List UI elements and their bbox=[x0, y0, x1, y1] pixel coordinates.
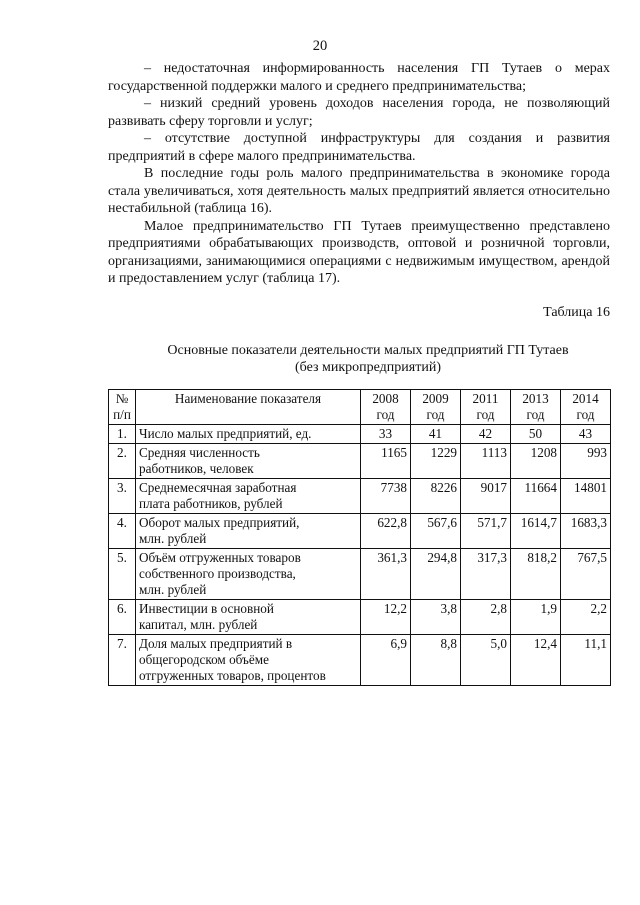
indicators-table bbox=[108, 389, 611, 686]
indicator-value: 6,9 bbox=[361, 635, 411, 686]
header-year-unit: год bbox=[426, 407, 445, 422]
indicator-value: 33 bbox=[361, 425, 411, 444]
indicator-name bbox=[136, 549, 361, 600]
indicator-value: 571,7 bbox=[461, 514, 511, 549]
indicator-name-line: Доля малых предприятий в bbox=[139, 636, 293, 651]
header-num bbox=[109, 390, 136, 425]
indicator-value: 2,2 bbox=[561, 600, 611, 635]
indicator-value: 993 bbox=[561, 444, 611, 479]
header-num-line-1: № bbox=[115, 391, 129, 406]
table-title-line-2: (без микропредприятий) bbox=[294, 360, 441, 375]
table-body bbox=[109, 425, 611, 686]
indicator-value: 8226 bbox=[411, 479, 461, 514]
table-row bbox=[109, 479, 611, 514]
paragraph-2: – низкий средний уровень доходов населения города, не позволяющий развивать сферу торговли и услуг; bbox=[108, 96, 610, 129]
paragraph-3: – отсутствие доступной инфраструктуры для создания и развития предприятий в сфере малого предпринимательства. bbox=[108, 131, 610, 164]
indicator-value: 567,6 bbox=[411, 514, 461, 549]
indicator-value: 14801 bbox=[561, 479, 611, 514]
header-num-line-2: п/п bbox=[113, 407, 131, 422]
indicator-value: 1229 bbox=[411, 444, 461, 479]
table-row bbox=[109, 514, 611, 549]
body-text bbox=[108, 60, 610, 288]
header-name: Наименование показателя bbox=[136, 390, 361, 425]
indicator-name-line: собственного производства, bbox=[139, 566, 296, 581]
indicator-value: 43 bbox=[561, 425, 611, 444]
indicator-name bbox=[136, 600, 361, 635]
table-row bbox=[109, 549, 611, 600]
table-row bbox=[109, 425, 611, 444]
indicator-value: 41 bbox=[411, 425, 461, 444]
row-number: 4. bbox=[109, 514, 136, 549]
indicator-value: 317,3 bbox=[461, 549, 511, 600]
header-year-2013 bbox=[511, 390, 561, 425]
indicator-name-line: плата работников, рублей bbox=[139, 496, 283, 511]
header-year-unit: год bbox=[526, 407, 545, 422]
indicator-value: 1165 bbox=[361, 444, 411, 479]
table-title bbox=[108, 342, 628, 376]
row-number: 6. bbox=[109, 600, 136, 635]
table-title-line-1: Основные показатели деятельности малых предприятий ГП Тутаев bbox=[167, 343, 569, 358]
row-number: 5. bbox=[109, 549, 136, 600]
indicator-name bbox=[136, 444, 361, 479]
indicator-value: 1113 bbox=[461, 444, 511, 479]
paragraph-1: – недостаточная информированность населения ГП Тутаев о мерах государственной поддержки малого и среднего предпринимательства; bbox=[108, 61, 610, 94]
header-year-unit: год bbox=[576, 407, 595, 422]
indicator-value: 1683,3 bbox=[561, 514, 611, 549]
paragraph-5: Малое предпринимательство ГП Тутаев преимущественно представлено предприятиями обрабатывающих производств, оптовой и розничной торговли, организациями, занимающимися операциями с недвижимым имуществом, арендой и предоставлением услуг (таблица 17). bbox=[108, 218, 610, 286]
header-year-unit: год bbox=[376, 407, 395, 422]
indicator-value: 3,8 bbox=[411, 600, 461, 635]
row-number: 2. bbox=[109, 444, 136, 479]
indicator-name-line: Среднемесячная заработная bbox=[139, 480, 297, 495]
page-number: 20 bbox=[312, 38, 328, 54]
indicator-value: 818,2 bbox=[511, 549, 561, 600]
indicator-name-line: капитал, млн. рублей bbox=[139, 617, 258, 632]
row-number: 7. bbox=[109, 635, 136, 686]
paragraph-4: В последние годы роль малого предпринимательства в экономике города стала увеличиваться, хотя деятельность малых предприятий является относительно нестабильной (таблица 16). bbox=[108, 166, 610, 216]
indicator-value: 11664 bbox=[511, 479, 561, 514]
indicator-name-line: Объём отгруженных товаров bbox=[139, 550, 301, 565]
indicator-value: 50 bbox=[511, 425, 561, 444]
indicator-name bbox=[136, 635, 361, 686]
indicator-value: 42 bbox=[461, 425, 511, 444]
indicator-value: 9017 bbox=[461, 479, 511, 514]
indicator-value: 7738 bbox=[361, 479, 411, 514]
row-number: 1. bbox=[109, 425, 136, 444]
indicator-value: 12,2 bbox=[361, 600, 411, 635]
indicator-name bbox=[136, 479, 361, 514]
indicator-name-line: Средняя численность bbox=[139, 445, 260, 460]
table-row bbox=[109, 600, 611, 635]
header-year-2014 bbox=[561, 390, 611, 425]
header-year-value: 2009 bbox=[422, 391, 449, 406]
header-year-value: 2013 bbox=[522, 391, 549, 406]
indicator-value: 2,8 bbox=[461, 600, 511, 635]
indicator-name bbox=[136, 514, 361, 549]
indicator-name-line: Инвестиции в основной bbox=[139, 601, 274, 616]
indicator-value: 1,9 bbox=[511, 600, 561, 635]
header-year-2008 bbox=[361, 390, 411, 425]
header-year-value: 2011 bbox=[472, 391, 499, 406]
header-year-value: 2014 bbox=[572, 391, 599, 406]
indicator-value: 294,8 bbox=[411, 549, 461, 600]
indicator-name-line: млн. рублей bbox=[139, 531, 207, 546]
table-row bbox=[109, 444, 611, 479]
indicator-value: 1208 bbox=[511, 444, 561, 479]
header-year-2011 bbox=[461, 390, 511, 425]
indicator-value: 5,0 bbox=[461, 635, 511, 686]
table-row bbox=[109, 635, 611, 686]
indicator-value: 622,8 bbox=[361, 514, 411, 549]
indicator-name-line: Оборот малых предприятий, bbox=[139, 515, 300, 530]
indicator-name bbox=[136, 425, 361, 444]
row-number: 3. bbox=[109, 479, 136, 514]
indicator-value: 11,1 bbox=[561, 635, 611, 686]
indicator-name-line: Число малых предприятий, ед. bbox=[139, 426, 312, 441]
header-year-unit: год bbox=[476, 407, 495, 422]
header-year-value: 2008 bbox=[372, 391, 399, 406]
indicator-name-line: млн. рублей bbox=[139, 582, 207, 597]
header-year-2009 bbox=[411, 390, 461, 425]
indicator-name-line: общегородском объёме bbox=[139, 652, 269, 667]
indicator-value: 12,4 bbox=[511, 635, 561, 686]
table-label: Таблица 16 bbox=[543, 305, 610, 320]
indicator-value: 1614,7 bbox=[511, 514, 561, 549]
table-header-row bbox=[109, 390, 611, 425]
indicator-value: 767,5 bbox=[561, 549, 611, 600]
indicator-name-line: отгруженных товаров, процентов bbox=[139, 668, 326, 683]
indicator-value: 8,8 bbox=[411, 635, 461, 686]
indicator-name-line: работников, человек bbox=[139, 461, 254, 476]
indicator-value: 361,3 bbox=[361, 549, 411, 600]
